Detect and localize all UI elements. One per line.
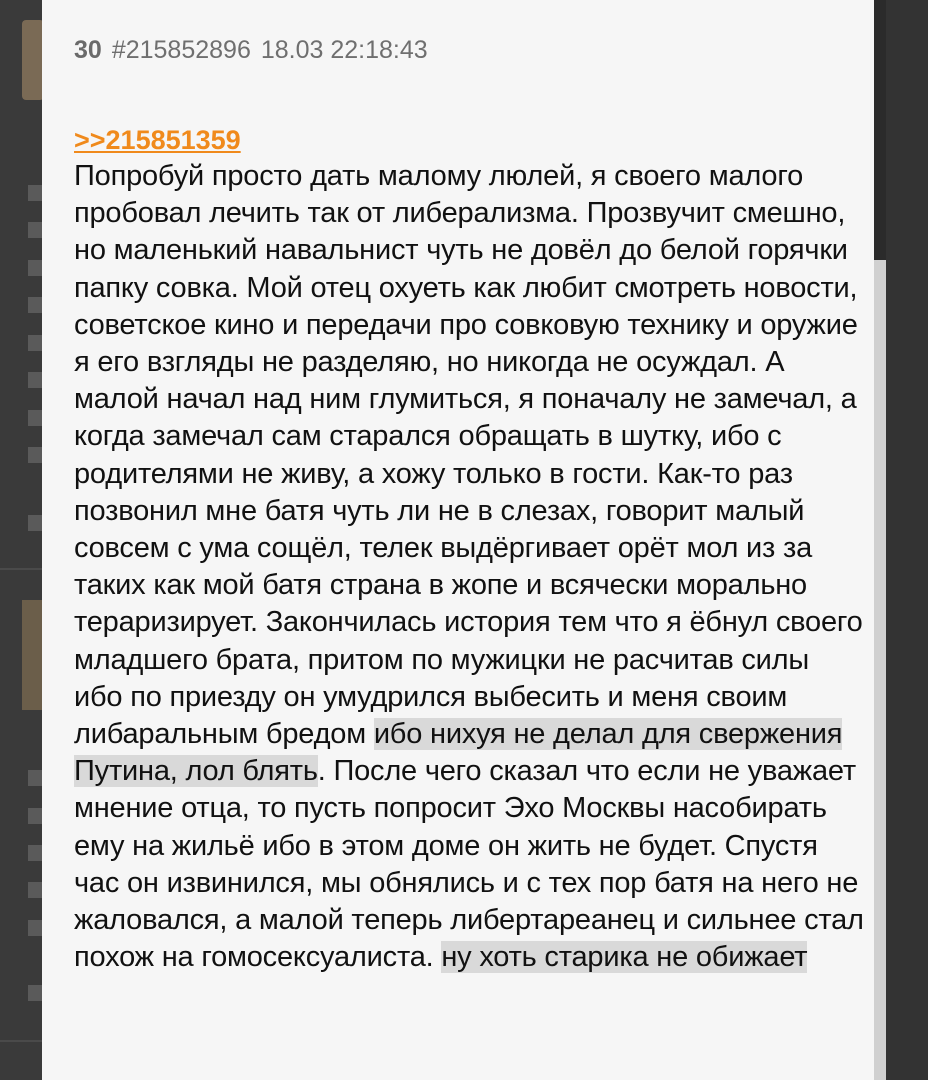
background-text [28,185,42,201]
post-popup [42,0,874,1080]
post-text: . После чего сказал что если не уважает мнение отца, то пусть попросит Эхо Москвы насобирать ему на жильё ибо в этом доме он жить не будет. Спустя час он извинился, мы обнялись и с тех пор батя на него не жаловался, а малой теперь либертареанец и сильнее стал похож на гомосексуалиста. [74,755,864,974]
background-text [28,882,42,898]
background-text [28,770,42,786]
post-date: 18.03 [260,36,324,64]
post-number: 30 [74,36,102,64]
background-thumbnail [22,20,44,100]
background-right-edge [886,0,928,1080]
post-header [74,30,844,70]
background-text [28,410,42,426]
post-time: 22:18:43 [330,36,428,64]
background-text [28,845,42,861]
background-text [28,335,42,351]
background-text [28,447,42,463]
background-text [28,372,42,388]
background-text [28,515,42,531]
reply-link[interactable]: >>215851359 [74,125,241,155]
post-id[interactable]: #215852896 [111,36,251,64]
background-text [28,808,42,824]
background-text [28,920,42,936]
highlighted-text: ну хоть старика не обижает [441,941,808,974]
post-body [74,158,864,976]
background-text [28,297,42,313]
highlighted-text: ибо нихуя не делал для свержения Путина, лол блять [74,718,843,788]
background-text [28,222,42,238]
scrollbar[interactable] [874,260,886,1080]
post-text: Попробуй просто дать малому люлей, я своего малого пробовал лечить так от либерализма. Прозвучит смешно, но маленький навальнист чуть не довёл до белой горячки папку совка. Мой отец охуеть как любит смотреть новости, советское кино и передачи про совковую технику и оружие я его взгляды не разделяю, но никогда не осуждал. А малой начал над ним глумиться, я поначалу не замечал, а когда замечал сам старался обращать в шутку, ибо с родителями не живу, а хожу только в гости. Как-то раз позвонил мне батя чуть ли не в слезах, говорит малый совсем с ума сощёл, телек выдёргивает орёт мол из за таких как мой батя страна в жопе и всячески морально тераризирует. Закончилась история тем что я ёбнул своего младшего брата, притом по мужицки не расчитав силы ибо по приезду он умудрился выбесить и меня своим либаральным бредом [74,160,863,751]
background-text [28,985,42,1001]
background-thumbnail [22,600,44,710]
background-text [28,260,42,276]
